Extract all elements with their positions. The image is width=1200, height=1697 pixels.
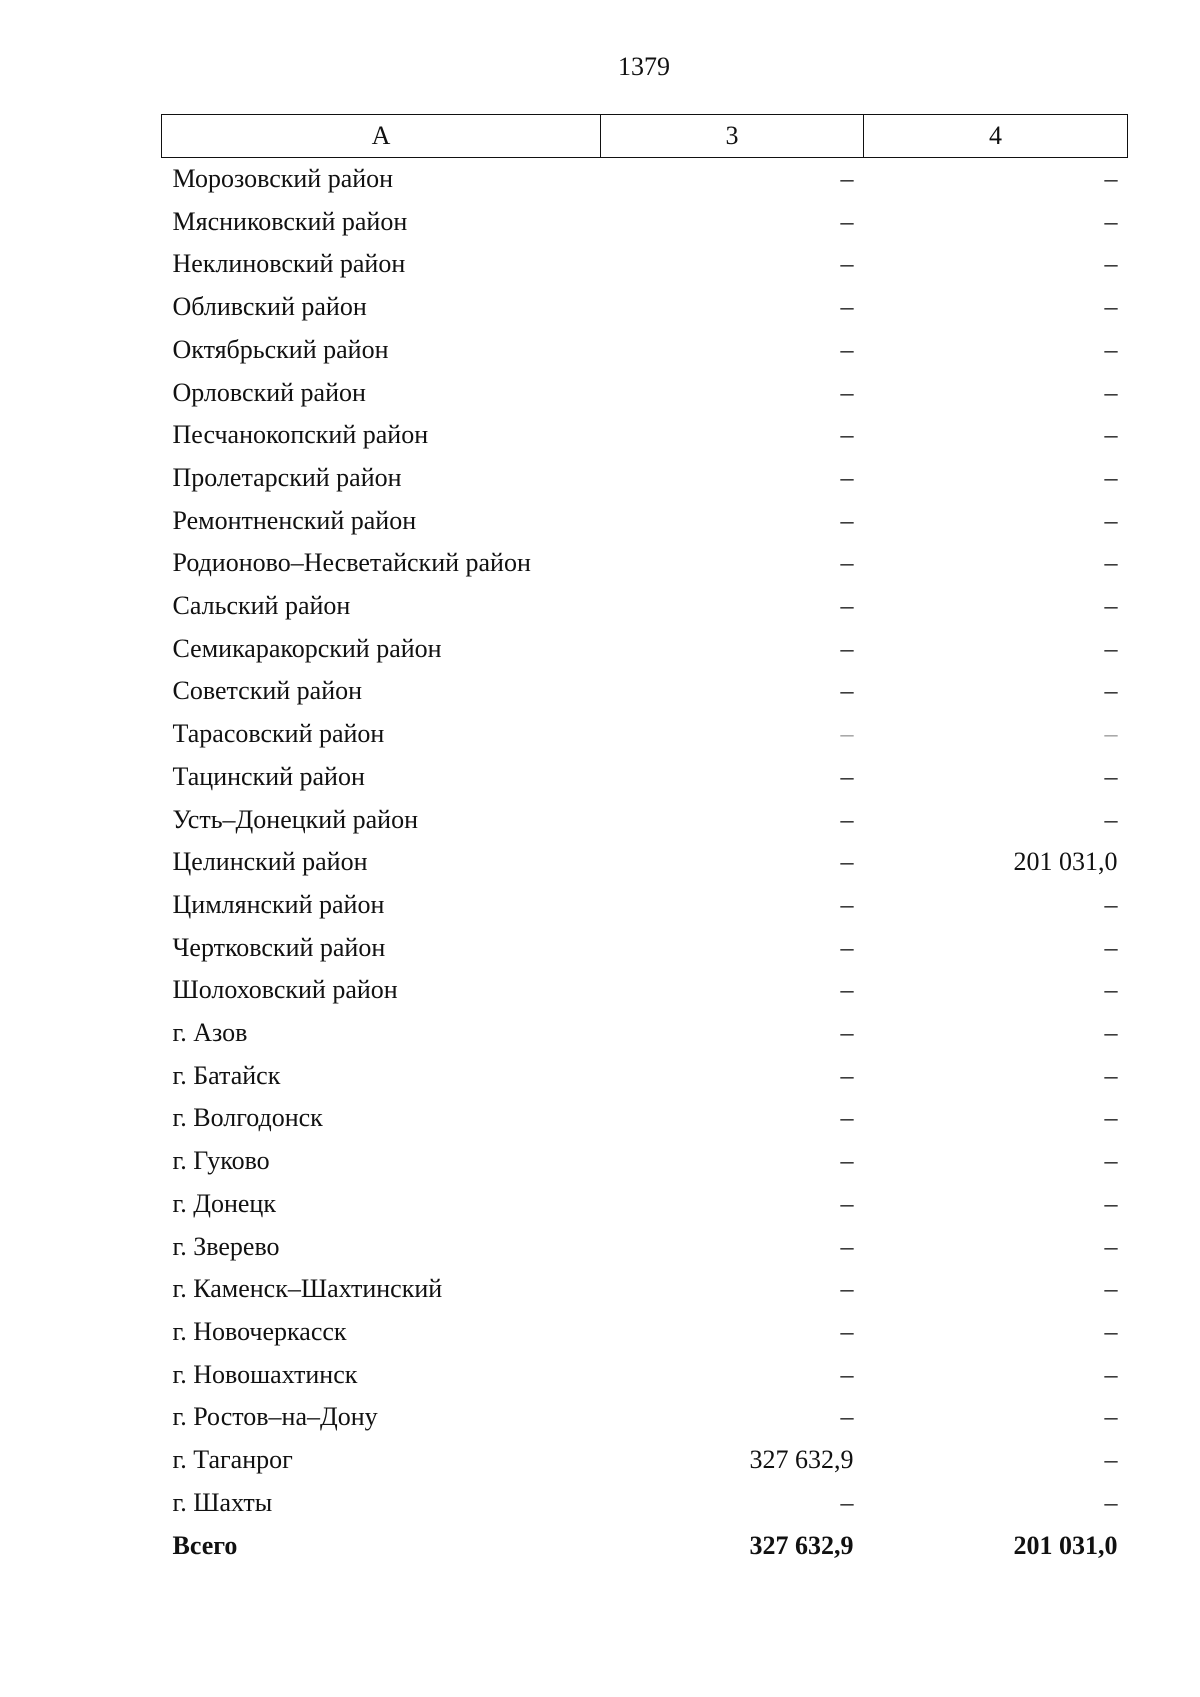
row-col-4: – (1104, 334, 1118, 364)
table-row (162, 1183, 1128, 1226)
row-col-4: – (1104, 420, 1118, 450)
row-col-3: – (840, 1018, 854, 1048)
row-col-3: – (840, 676, 854, 706)
row-name: Неклиновский район (172, 249, 406, 279)
row-col-4: – (1104, 377, 1118, 407)
row-name: Сальский район (172, 591, 351, 621)
row-col-4: – (1104, 761, 1118, 791)
table-row (162, 1268, 1128, 1311)
header-cell-3: 3 (601, 115, 864, 158)
header-row (162, 115, 1128, 158)
row-name: Орловский район (172, 377, 366, 407)
row-name: г. Волгодонск (172, 1103, 323, 1133)
total-col-3: 327 632,9 (749, 1530, 854, 1560)
row-col-4: – (1104, 249, 1118, 279)
table-row (162, 884, 1128, 927)
data-table (161, 114, 1128, 1567)
row-col-3: – (840, 1188, 854, 1218)
row-name: Усть–Донецкий район (172, 804, 418, 834)
table-row (162, 713, 1128, 756)
row-col-4: – (1104, 676, 1118, 706)
row-col-3: – (840, 591, 854, 621)
row-name: Советский район (172, 676, 363, 706)
table-row (162, 799, 1128, 842)
table-row (162, 1354, 1128, 1397)
row-col-3: – (840, 804, 854, 834)
row-col-3: – (840, 1487, 854, 1517)
row-name: Обливский район (172, 292, 367, 322)
row-col-4: – (1104, 1445, 1118, 1475)
row-col-4: – (1104, 633, 1118, 663)
row-col-3: – (840, 292, 854, 322)
row-name: Мясниковский район (172, 206, 408, 236)
row-name: Родионово–Несветайский район (172, 548, 531, 578)
table-row (162, 1311, 1128, 1354)
row-col-3: – (840, 164, 854, 193)
table-row (162, 414, 1128, 457)
row-col-3: – (840, 548, 854, 578)
page-number: 1379 (618, 52, 670, 81)
row-col-4: – (1104, 462, 1118, 492)
row-col-4: – (1104, 1402, 1118, 1432)
row-name: г. Новочеркасск (172, 1316, 347, 1346)
row-col-4: – (1104, 292, 1118, 322)
table-row (162, 329, 1128, 372)
table-row (162, 1140, 1128, 1183)
row-col-3: – (840, 633, 854, 663)
row-col-3: – (840, 1359, 854, 1389)
table-row (162, 158, 1128, 201)
row-col-3: – (840, 334, 854, 364)
row-name: Чертковский район (172, 932, 386, 962)
row-name: Пролетарский район (172, 462, 402, 492)
table-row (162, 286, 1128, 329)
table-row (162, 969, 1128, 1012)
row-col-3: – (840, 975, 854, 1005)
table-row (162, 927, 1128, 970)
row-col-3: – (840, 1231, 854, 1261)
row-name: Тацинский район (172, 761, 365, 791)
row-col-3: – (840, 847, 854, 877)
row-col-4: – (1104, 1018, 1118, 1048)
row-col-3: – (840, 932, 854, 962)
row-col-4: – (1104, 1316, 1118, 1346)
table-row (162, 1439, 1128, 1482)
row-name: г. Батайск (172, 1060, 281, 1090)
row-name: г. Таганрог (172, 1445, 293, 1475)
header-cell-a: А (162, 115, 601, 158)
row-col-4: – (1104, 1487, 1118, 1517)
row-name: Целинский район (172, 847, 368, 877)
table-body (162, 158, 1128, 1568)
row-col-3: 327 632,9 (749, 1445, 854, 1475)
data-table-container (161, 114, 1127, 1567)
table-row (162, 542, 1128, 585)
row-name: г. Гуково (172, 1146, 270, 1176)
row-col-3: – (840, 1146, 854, 1176)
row-name: г. Зверево (172, 1231, 280, 1261)
row-name: Морозовский район (172, 164, 394, 193)
row-col-4: – (1104, 804, 1118, 834)
row-col-3: – (840, 206, 854, 236)
row-col-3: – (840, 1316, 854, 1346)
table-row (162, 756, 1128, 799)
row-col-3: – (840, 377, 854, 407)
row-col-4: – (1104, 975, 1118, 1005)
row-col-4: – (1104, 1103, 1118, 1133)
table-header (162, 115, 1128, 158)
table-row (162, 1055, 1128, 1098)
table-row (162, 243, 1128, 286)
table-row (162, 1097, 1128, 1140)
row-col-4: – (1104, 505, 1118, 535)
row-col-3: – (840, 1402, 854, 1432)
table-row (162, 201, 1128, 244)
row-col-4: – (1104, 1060, 1118, 1090)
row-col-4: – (1104, 1274, 1118, 1304)
row-name: Шолоховский район (172, 975, 398, 1005)
table-row (162, 1482, 1128, 1525)
row-col-4: – (1104, 719, 1118, 749)
row-col-4: – (1104, 932, 1118, 962)
table-row (162, 585, 1128, 628)
row-col-3: – (840, 420, 854, 450)
row-col-4: – (1104, 1231, 1118, 1261)
row-name: г. Ростов–на–Дону (172, 1402, 378, 1432)
row-col-3: – (840, 462, 854, 492)
table-row (162, 1396, 1128, 1439)
row-col-4: – (1104, 164, 1118, 193)
row-col-3: – (840, 249, 854, 279)
total-label: Всего (172, 1530, 238, 1560)
row-name: Песчанокопский район (172, 420, 429, 450)
row-name: г. Новошахтинск (172, 1359, 358, 1389)
row-col-3: – (840, 1103, 854, 1133)
row-name: г. Шахты (172, 1487, 273, 1517)
row-col-4: – (1104, 206, 1118, 236)
row-name: г. Азов (172, 1018, 248, 1048)
total-col-4: 201 031,0 (1013, 1530, 1118, 1560)
row-col-3: – (840, 889, 854, 919)
table-row (162, 457, 1128, 500)
row-name: Тарасовский район (172, 719, 385, 749)
row-col-3: – (840, 761, 854, 791)
table-row (162, 670, 1128, 713)
row-name: Цимлянский район (172, 889, 385, 919)
row-col-4: – (1104, 1359, 1118, 1389)
table-row (162, 1012, 1128, 1055)
table-row (162, 841, 1128, 884)
row-col-3: – (840, 505, 854, 535)
table-row (162, 372, 1128, 415)
row-col-4: – (1104, 889, 1118, 919)
row-col-4: 201 031,0 (1013, 847, 1118, 877)
row-col-4: – (1104, 1188, 1118, 1218)
table-row (162, 500, 1128, 543)
row-col-3: – (840, 719, 854, 749)
row-col-4: – (1104, 591, 1118, 621)
row-col-4: – (1104, 1146, 1118, 1176)
row-name: Семикаракорский район (172, 633, 442, 663)
row-name: г. Донецк (172, 1188, 276, 1218)
table-row (162, 1226, 1128, 1269)
table-row (162, 628, 1128, 671)
row-col-3: – (840, 1060, 854, 1090)
row-name: Ремонтненский район (172, 505, 417, 535)
total-row (162, 1525, 1128, 1568)
row-name: Октябрьский район (172, 334, 389, 364)
header-cell-4: 4 (864, 115, 1128, 158)
row-name: г. Каменск–Шахтинский (172, 1274, 443, 1304)
row-col-4: – (1104, 548, 1118, 578)
row-col-3: – (840, 1274, 854, 1304)
